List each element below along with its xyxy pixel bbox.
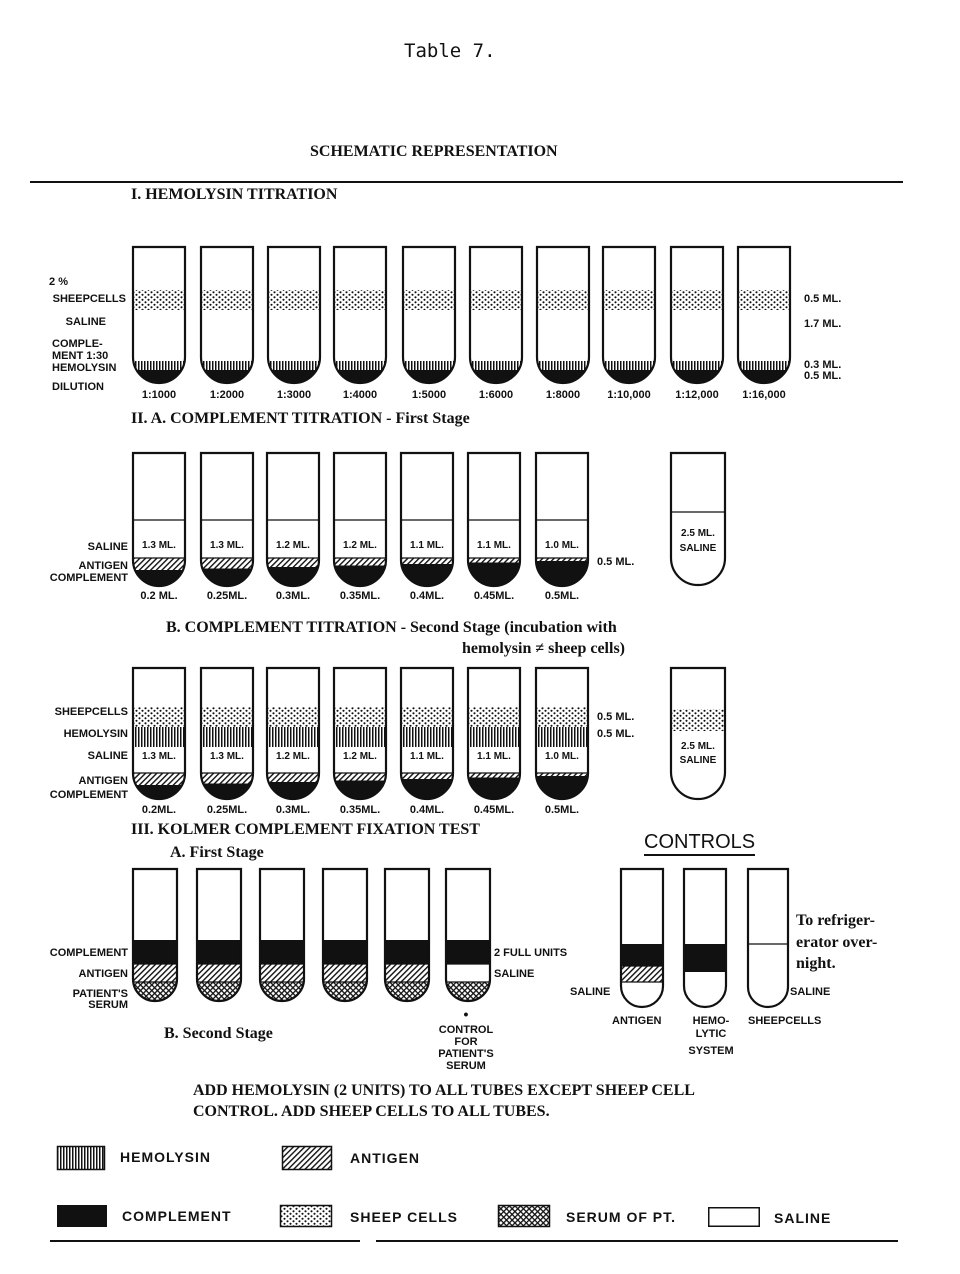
s2a-saline-volume-4: 1.2 ML. <box>343 540 377 551</box>
s1-label-saline: SALINE <box>65 316 106 328</box>
hemolysin-titration-tube-2 <box>200 246 254 384</box>
s2b-complement-volume-1: 0.2ML. <box>141 804 177 816</box>
complement-titration-first-tube-4 <box>333 452 387 587</box>
s2a-saline-volume-1: 1.3 ML. <box>142 540 176 551</box>
main-title: SCHEMATIC REPRESENTATION <box>310 143 558 160</box>
s2b-right-hem: 0.5 ML. <box>597 728 635 740</box>
s1-label-dilution: DILUTION <box>52 381 104 393</box>
s1-right-sheep: 0.5 ML. <box>804 293 842 305</box>
kolmer-tube-5 <box>384 868 430 1002</box>
s2b-complement-volume-2: 0.25ML. <box>206 804 248 816</box>
s1-label-hemolysin: HEMOLYSIN <box>52 362 117 374</box>
complement-titration-second-tube-6 <box>467 667 521 800</box>
legend-label-hemolysin: HEMOLYSIN <box>120 1149 211 1165</box>
s2b-complement-volume-4: 0.35ML. <box>339 804 381 816</box>
s3-right-saline: SALINE <box>494 968 535 980</box>
hemolysin-titration-tube-7 <box>536 246 590 384</box>
dilution-label-6: 1:6000 <box>478 389 514 401</box>
s2a-label-antigen: ANTIGEN <box>78 560 128 572</box>
control-note-3: PATIENT'S <box>438 1048 494 1060</box>
section3-heading: III. KOLMER COMPLEMENT FIXATION TEST <box>131 821 480 838</box>
complement-titration-first-control-tube <box>670 452 726 586</box>
hemolysin-titration-tube-4 <box>333 246 387 384</box>
ctrl-saline-left: SALINE <box>570 986 611 998</box>
s2a-complement-volume-2: 0.25ML. <box>206 590 248 602</box>
complement-titration-second-tube-7 <box>535 667 589 800</box>
control-note-4: SERUM <box>446 1060 486 1072</box>
control-tube-sheepcells <box>747 868 789 1008</box>
s2b-complement-volume-6: 0.45ML. <box>473 804 515 816</box>
control-note-1: CONTROL <box>438 1024 494 1036</box>
dilution-label-9: 1:12,000 <box>675 389 719 401</box>
refrigerator-note-3: night. <box>796 955 836 972</box>
s1-right-comp: 0.3 ML. <box>804 359 842 371</box>
s2b-saline-volume-5: 1.1 ML. <box>410 751 444 762</box>
s2b-saline-volume-6: 1.1 ML. <box>477 751 511 762</box>
complement-titration-first-tube-7 <box>535 452 589 587</box>
bottom-rule-right <box>376 1240 898 1242</box>
kolmer-tube-6 <box>445 868 491 1002</box>
control-tube-hemolytic-system <box>683 868 727 1008</box>
refrigerator-note-1: To refriger- <box>796 912 875 929</box>
ctrl-caption-hemo-1: HEMO- <box>692 1015 730 1027</box>
complement-titration-first-tube-6 <box>467 452 521 587</box>
ctrl-caption-antigen: ANTIGEN <box>612 1015 662 1027</box>
hemolysin-titration-tube-3 <box>267 246 321 384</box>
s1-label-sheepcells: SHEEPCELLS <box>52 293 126 305</box>
dilution-label-4: 1:4000 <box>342 389 378 401</box>
legend-swatch-complement <box>57 1205 107 1227</box>
legend-label-sheep-cells: SHEEP CELLS <box>350 1209 458 1225</box>
s1-right-hem: 0.5 ML. <box>804 370 842 382</box>
bottom-rule-left <box>50 1240 360 1242</box>
s1-label-ment: MENT 1:30 <box>52 350 109 362</box>
s3-label-antigen: ANTIGEN <box>78 968 128 980</box>
section2b-heading-2: hemolysin ≠ sheep cells) <box>462 640 625 657</box>
s1-right-saline: 1.7 ML. <box>804 318 842 330</box>
s2a-complement-volume-4: 0.35ML. <box>339 590 381 602</box>
s2a-complement-volume-3: 0.3ML. <box>275 590 311 602</box>
complement-titration-second-tube-4 <box>333 667 387 800</box>
section3-sub-b: B. Second Stage <box>164 1025 273 1042</box>
s2a-saline-volume-5: 1.1 ML. <box>410 540 444 551</box>
s2b-complement-volume-3: 0.3ML. <box>275 804 311 816</box>
complement-titration-second-tube-1 <box>132 667 186 800</box>
legend-label-antigen: ANTIGEN <box>350 1150 420 1166</box>
controls-heading: CONTROLS <box>644 830 755 856</box>
instructions-line1: ADD HEMOLYSIN (2 UNITS) TO ALL TUBES EXCEPT SHEEP CELL <box>193 1082 695 1099</box>
section2b-heading-1: B. COMPLEMENT TITRATION - Second Stage (incubation with <box>166 619 617 636</box>
s3-label-serum: SERUM <box>88 999 128 1011</box>
legend-label-complement: COMPLEMENT <box>122 1208 232 1224</box>
complement-titration-second-tube-3 <box>266 667 320 800</box>
s2a-saline-volume-2: 1.3 ML. <box>210 540 244 551</box>
kolmer-tube-4 <box>322 868 368 1002</box>
s2a-complement-volume-1: 0.2 ML. <box>140 590 178 602</box>
legend-swatch-antigen <box>282 1146 332 1170</box>
dilution-label-7: 1:8000 <box>545 389 581 401</box>
kolmer-tube-2 <box>196 868 242 1002</box>
s2b-saline-volume-2: 1.3 ML. <box>210 751 244 762</box>
hemolysin-titration-tube-1 <box>132 246 186 384</box>
dilution-label-2: 1:2000 <box>209 389 245 401</box>
dilution-label-1: 1:1000 <box>141 389 177 401</box>
s2b-control-line1: 2.5 ML. <box>681 741 715 752</box>
s2b-label-hemolysin: HEMOLYSIN <box>63 728 128 740</box>
s2b-right-sheep: 0.5 ML. <box>597 711 635 723</box>
s1-label-comple: COMPLE- <box>52 338 103 350</box>
legend-swatch-serum <box>498 1205 550 1227</box>
hemolysin-titration-tube-10 <box>737 246 791 384</box>
ctrl-caption-sheep: SHEEPCELLS <box>748 1015 822 1027</box>
dilution-label-3: 1:3000 <box>276 389 312 401</box>
control-note-dot: • <box>463 1006 469 1022</box>
s2b-label-antigen: ANTIGEN <box>78 775 128 787</box>
s2a-saline-volume-7: 1.0 ML. <box>545 540 579 551</box>
legend-swatch-hemolysin <box>57 1146 105 1170</box>
kolmer-tube-3 <box>259 868 305 1002</box>
s2b-complement-volume-7: 0.5ML. <box>544 804 580 816</box>
complement-titration-first-tube-3 <box>266 452 320 587</box>
hemolysin-titration-tube-5 <box>402 246 456 384</box>
dilution-label-5: 1:5000 <box>411 389 447 401</box>
s2a-complement-volume-6: 0.45ML. <box>473 590 515 602</box>
ctrl-saline-right: SALINE <box>790 986 831 998</box>
s2b-saline-volume-7: 1.0 ML. <box>545 751 579 762</box>
s3-label-complement: COMPLEMENT <box>49 947 128 959</box>
hemolysin-titration-tube-8 <box>602 246 656 384</box>
s2a-label-complement: COMPLEMENT <box>49 572 128 584</box>
s3-right-full-units: 2 FULL UNITS <box>494 947 568 959</box>
s2b-saline-volume-4: 1.2 ML. <box>343 751 377 762</box>
complement-titration-second-tube-5 <box>400 667 454 800</box>
s2b-saline-volume-3: 1.2 ML. <box>276 751 310 762</box>
hemolysin-titration-tube-6 <box>469 246 523 384</box>
s2b-label-complement: COMPLEMENT <box>49 789 128 801</box>
ctrl-caption-hemo-3: SYSTEM <box>688 1045 734 1057</box>
s2b-saline-volume-1: 1.3 ML. <box>142 751 176 762</box>
ctrl-caption-hemo-2: LYTIC <box>695 1028 727 1040</box>
s2a-saline-volume-6: 1.1 ML. <box>477 540 511 551</box>
section3-sub-a: A. First Stage <box>170 844 264 861</box>
table-title: Table 7. <box>404 40 496 62</box>
s3-label-patients: PATIENT'S <box>72 988 128 1000</box>
s2a-control-line2: SALINE <box>679 543 717 554</box>
complement-titration-first-tube-5 <box>400 452 454 587</box>
complement-titration-second-tube-2 <box>200 667 254 800</box>
legend-swatch-sheep-cells <box>280 1205 332 1227</box>
s2b-label-sheepcells: SHEEPCELLS <box>54 706 128 718</box>
complement-titration-second-control-tube <box>670 667 726 800</box>
kolmer-tube-1 <box>132 868 178 1002</box>
s2b-complement-volume-5: 0.4ML. <box>409 804 445 816</box>
s2a-complement-volume-5: 0.4ML. <box>409 590 445 602</box>
s2a-antigen-ml: 0.5 ML. <box>597 556 635 568</box>
section2a-heading: II. A. COMPLEMENT TITRATION - First Stage <box>131 410 470 427</box>
complement-titration-first-tube-2 <box>200 452 254 587</box>
dilution-label-10: 1:16,000 <box>742 389 786 401</box>
legend-label-serum: SERUM OF PT. <box>566 1209 677 1225</box>
instructions-line2: CONTROL. ADD SHEEP CELLS TO ALL TUBES. <box>193 1103 550 1120</box>
s2a-label-saline: SALINE <box>87 541 128 553</box>
s2a-control-line1: 2.5 ML. <box>681 528 715 539</box>
legend-swatch-saline <box>708 1207 760 1227</box>
s2a-complement-volume-7: 0.5ML. <box>544 590 580 602</box>
dilution-label-8: 1:10,000 <box>607 389 651 401</box>
complement-titration-first-tube-1 <box>132 452 186 587</box>
s2b-control-line2: SALINE <box>679 755 717 766</box>
control-tube-antigen <box>620 868 664 1008</box>
section1-heading: I. HEMOLYSIN TITRATION <box>131 186 338 203</box>
legend-label-saline: SALINE <box>774 1210 832 1226</box>
s2a-saline-volume-3: 1.2 ML. <box>276 540 310 551</box>
s2b-label-saline: SALINE <box>87 750 128 762</box>
refrigerator-note-2: erator over- <box>796 934 878 951</box>
control-note-2: FOR <box>454 1036 478 1048</box>
top-rule <box>30 181 903 183</box>
s1-label-pct: 2 % <box>49 276 68 288</box>
hemolysin-titration-tube-9 <box>670 246 724 384</box>
